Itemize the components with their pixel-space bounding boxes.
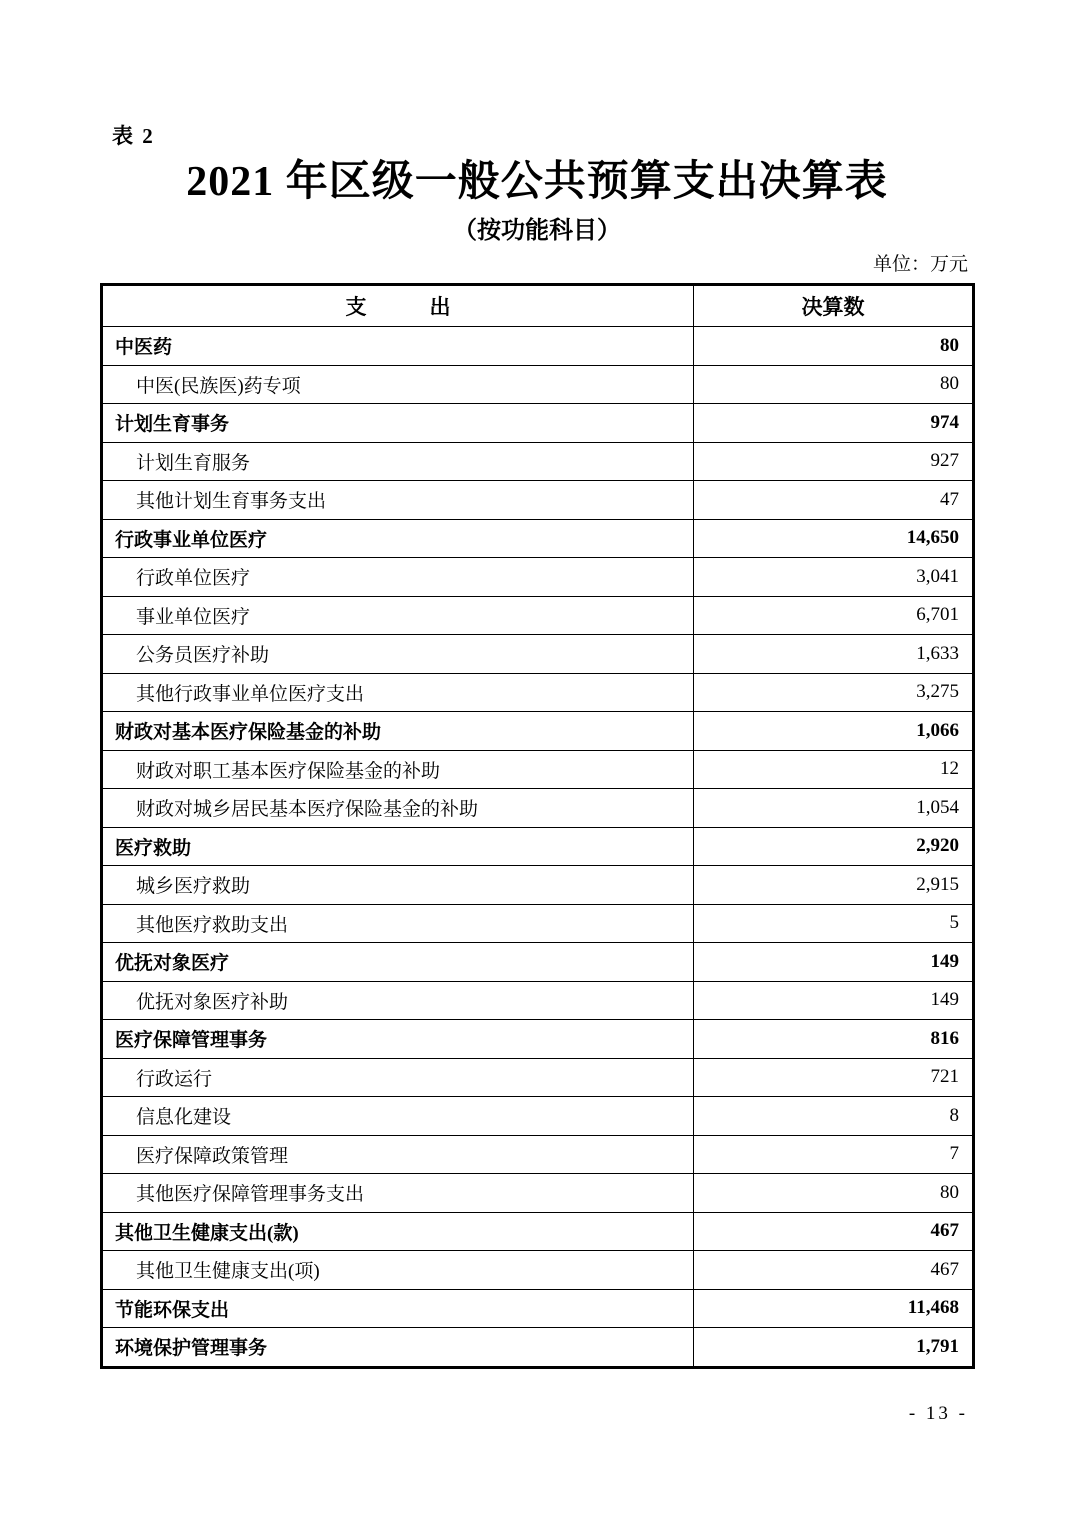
expenditure-name-cell: 计划生育事务	[102, 404, 694, 443]
budget-table-container	[100, 283, 972, 1369]
expenditure-name-cell: 行政事业单位医疗	[102, 519, 694, 558]
table-row	[102, 1289, 974, 1328]
table-row	[102, 1020, 974, 1059]
table-row	[102, 596, 974, 635]
expenditure-name-cell: 城乡医疗救助	[102, 866, 694, 905]
expenditure-name-cell: 优抚对象医疗	[102, 943, 694, 982]
expenditure-name-cell: 公务员医疗补助	[102, 635, 694, 674]
amount-cell: 816	[694, 1020, 974, 1059]
expenditure-name-cell: 行政运行	[102, 1058, 694, 1097]
amount-cell: 2,915	[694, 866, 974, 905]
expenditure-name-cell: 其他卫生健康支出(款)	[102, 1212, 694, 1251]
budget-table	[100, 283, 975, 1369]
expenditure-name-cell: 环境保护管理事务	[102, 1328, 694, 1368]
amount-cell: 1,791	[694, 1328, 974, 1368]
expenditure-name-cell: 优抚对象医疗补助	[102, 981, 694, 1020]
table-row	[102, 558, 974, 597]
amount-cell: 7	[694, 1135, 974, 1174]
table-row	[102, 904, 974, 943]
amount-cell: 3,275	[694, 673, 974, 712]
table-row	[102, 1174, 974, 1213]
table-row	[102, 442, 974, 481]
table-row	[102, 635, 974, 674]
amount-cell: 927	[694, 442, 974, 481]
amount-cell: 467	[694, 1251, 974, 1290]
expenditure-name-cell: 其他医疗救助支出	[102, 904, 694, 943]
amount-cell: 80	[694, 1174, 974, 1213]
amount-cell: 1,633	[694, 635, 974, 674]
unit-note: 单位：万元	[872, 254, 968, 275]
amount-cell: 721	[694, 1058, 974, 1097]
table-row	[102, 1251, 974, 1290]
expenditure-name-cell: 信息化建设	[102, 1097, 694, 1136]
amount-cell: 1,066	[694, 712, 974, 751]
amount-cell: 1,054	[694, 789, 974, 828]
table-row	[102, 365, 974, 404]
table-row	[102, 981, 974, 1020]
table-row	[102, 1328, 974, 1368]
expenditure-name-cell: 财政对职工基本医疗保险基金的补助	[102, 750, 694, 789]
expenditure-name-cell: 其他行政事业单位医疗支出	[102, 673, 694, 712]
amount-cell: 2,920	[694, 827, 974, 866]
expenditure-name-cell: 财政对基本医疗保险基金的补助	[102, 712, 694, 751]
expenditure-name-cell: 行政单位医疗	[102, 558, 694, 597]
expenditure-name-cell: 财政对城乡居民基本医疗保险基金的补助	[102, 789, 694, 828]
amount-cell: 80	[694, 365, 974, 404]
table-row	[102, 712, 974, 751]
table-row	[102, 404, 974, 443]
expenditure-name-cell: 中医(民族医)药专项	[102, 365, 694, 404]
table-row	[102, 519, 974, 558]
table-row	[102, 1058, 974, 1097]
table-row	[102, 789, 974, 828]
table-row	[102, 673, 974, 712]
amount-cell: 14,650	[694, 519, 974, 558]
expenditure-name-cell: 中医药	[102, 327, 694, 366]
column-header-expenditure: 支 出	[102, 285, 694, 327]
amount-cell: 12	[694, 750, 974, 789]
table-row	[102, 750, 974, 789]
table-row	[102, 827, 974, 866]
table-row	[102, 1135, 974, 1174]
table-row	[102, 1097, 974, 1136]
page-number: - 13 -	[908, 1403, 968, 1424]
page-subtitle: （按功能科目）	[453, 218, 621, 244]
table-body	[102, 327, 974, 1368]
sheet-label: 表 2	[112, 124, 155, 148]
table-header-row	[102, 285, 974, 327]
expenditure-name-cell: 医疗救助	[102, 827, 694, 866]
amount-cell: 80	[694, 327, 974, 366]
page-title: 2021 年区级一般公共预算支出决算表	[186, 159, 888, 205]
amount-cell: 11,468	[694, 1289, 974, 1328]
expenditure-name-cell: 节能环保支出	[102, 1289, 694, 1328]
amount-cell: 149	[694, 943, 974, 982]
expenditure-name-cell: 事业单位医疗	[102, 596, 694, 635]
table-row	[102, 943, 974, 982]
amount-cell: 149	[694, 981, 974, 1020]
table-row	[102, 1212, 974, 1251]
expenditure-name-cell: 计划生育服务	[102, 442, 694, 481]
amount-cell: 3,041	[694, 558, 974, 597]
expenditure-name-cell: 其他卫生健康支出(项)	[102, 1251, 694, 1290]
expenditure-name-cell: 医疗保障管理事务	[102, 1020, 694, 1059]
column-header-amount: 决算数	[694, 285, 974, 327]
amount-cell: 974	[694, 404, 974, 443]
amount-cell: 6,701	[694, 596, 974, 635]
expenditure-name-cell: 医疗保障政策管理	[102, 1135, 694, 1174]
table-row	[102, 481, 974, 520]
amount-cell: 8	[694, 1097, 974, 1136]
expenditure-name-cell: 其他医疗保障管理事务支出	[102, 1174, 694, 1213]
amount-cell: 5	[694, 904, 974, 943]
amount-cell: 467	[694, 1212, 974, 1251]
table-row	[102, 327, 974, 366]
amount-cell: 47	[694, 481, 974, 520]
table-row	[102, 866, 974, 905]
expenditure-name-cell: 其他计划生育事务支出	[102, 481, 694, 520]
